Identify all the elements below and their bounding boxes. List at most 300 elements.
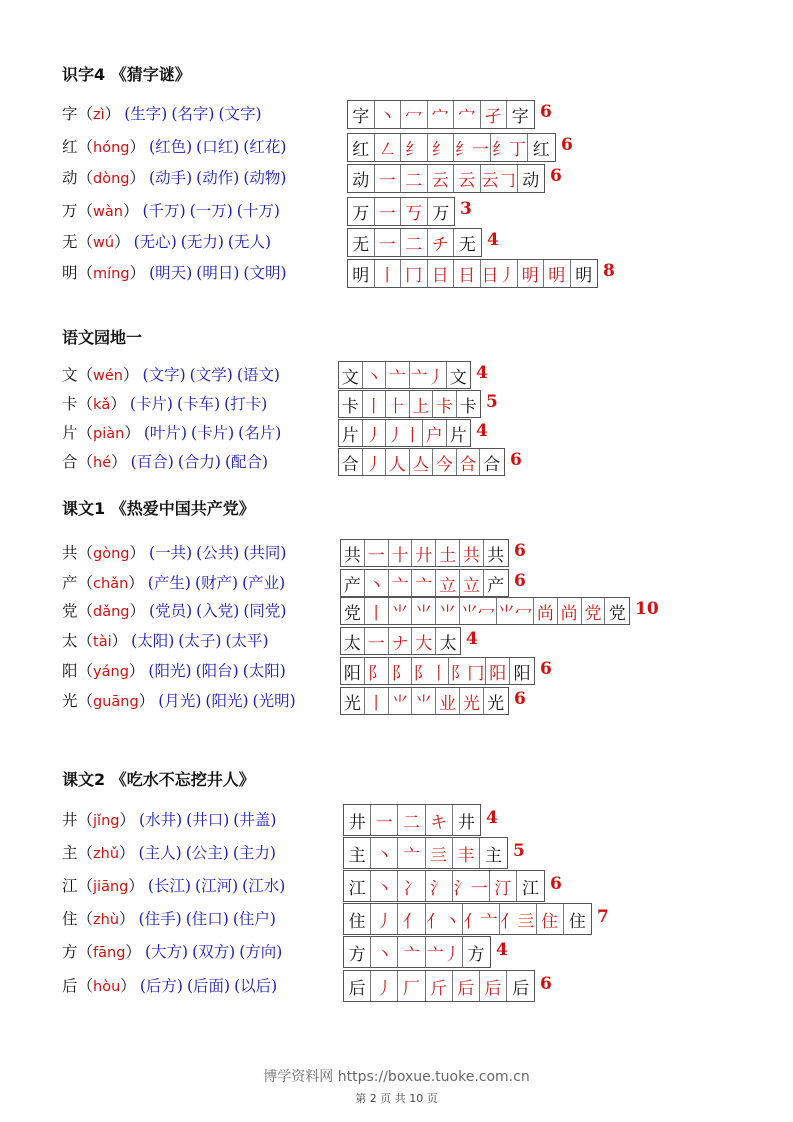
character: 红: [62, 138, 78, 156]
pinyin: jiāng: [93, 879, 129, 895]
word: (江河): [195, 877, 239, 895]
stroke-cell: 二: [401, 165, 428, 192]
word: (文明): [243, 264, 287, 282]
word: (生字): [124, 105, 168, 123]
stroke-order-grid: [340, 657, 535, 685]
paren: ）: [114, 233, 130, 251]
character: 动: [62, 169, 78, 187]
word-text: 大方: [151, 943, 183, 961]
word: (太平): [225, 632, 269, 650]
stroke-cell: 动: [522, 170, 540, 191]
stroke-cell: 一: [375, 198, 402, 225]
word: (后方): [139, 977, 183, 995]
stroke-cell: 纟: [401, 134, 428, 161]
stroke-cell: 合: [483, 454, 501, 475]
row-text: [62, 940, 282, 962]
stroke-cell: 云: [428, 165, 455, 192]
paren: （: [77, 632, 94, 650]
stroke-cell: 丶: [375, 101, 402, 128]
stroke-cell: 亠: [398, 838, 425, 868]
pinyin: guāng: [93, 694, 139, 710]
stroke-cell: 合: [457, 449, 481, 475]
row-text: [62, 199, 280, 221]
word: (叶片): [143, 424, 187, 442]
stroke-cell-character: 住: [344, 904, 371, 934]
stroke-order-grid: [343, 870, 545, 902]
stroke-cell: 立: [436, 570, 460, 596]
paren: （: [77, 169, 94, 187]
stroke-cell: 丶: [363, 362, 387, 388]
stroke-cell-character: 方: [344, 937, 371, 967]
word-text: 井盖: [239, 811, 271, 829]
word: (太阳): [131, 632, 175, 650]
character: 无: [62, 233, 78, 251]
character: 片: [62, 424, 78, 442]
stroke-cell: ⺌: [412, 688, 436, 714]
stroke-order-grid: [343, 804, 481, 836]
character-row: [62, 419, 281, 445]
word: (文学): [189, 366, 233, 384]
word-text: 太阳: [137, 632, 169, 650]
word-text: 千万: [148, 202, 180, 220]
stroke-cell: 一: [375, 165, 402, 192]
paren: ）: [129, 264, 146, 282]
stroke-cell: ⺌冖: [460, 598, 497, 624]
row-text: [62, 571, 285, 593]
stroke-cell: 亻: [398, 904, 425, 934]
paren: （: [77, 811, 94, 829]
stroke-cell-character: 后: [344, 971, 371, 1001]
stroke-cell: 后: [453, 971, 480, 1001]
paren: ）: [129, 138, 146, 156]
paren: （: [77, 943, 94, 961]
stroke-cell: ⺌: [436, 598, 460, 624]
stroke-count: 4: [486, 808, 498, 828]
word: (明天): [149, 264, 193, 282]
pinyin: tài: [93, 634, 112, 650]
paren: ）: [128, 574, 144, 592]
stroke-cell: 丿: [363, 449, 387, 475]
character-row: [62, 448, 268, 474]
word: (长江): [147, 877, 192, 895]
stroke-cell: 阝: [389, 658, 413, 684]
stroke-cell: 阳: [486, 658, 510, 684]
word-text: 井口: [192, 811, 224, 829]
pinyin: wàn: [93, 204, 123, 220]
word: (党员): [149, 602, 193, 620]
stroke-cell: 丿: [371, 904, 398, 934]
stroke-count: 7: [597, 907, 609, 927]
character-row: [62, 100, 262, 126]
word-text: 江水: [248, 877, 280, 895]
stroke-count: 4: [476, 421, 488, 441]
stroke-cell: 汀: [490, 871, 517, 901]
stroke-cell: ⺌: [412, 598, 436, 624]
pinyin: míng: [93, 266, 130, 282]
stroke-cell: 云: [454, 165, 481, 192]
paren: ）: [119, 811, 135, 829]
word-text: 主力: [238, 844, 270, 862]
stroke-cell: 亠: [398, 937, 425, 967]
stroke-cell: 纟: [428, 134, 455, 161]
stroke-count: 6: [514, 571, 526, 591]
stroke-cell: 明: [575, 265, 593, 286]
stroke-cell-character: 字: [348, 101, 375, 128]
paren: （: [77, 138, 94, 156]
stroke-cell: 二: [401, 229, 428, 256]
stroke-cell: 阳: [513, 663, 531, 684]
character: 党: [62, 602, 78, 620]
stroke-count: 6: [540, 659, 552, 679]
stroke-count: 6: [540, 974, 552, 994]
row-text: [62, 230, 271, 252]
word: (入党): [196, 602, 240, 620]
stroke-count: 4: [476, 363, 488, 383]
pinyin: yáng: [93, 664, 129, 680]
stroke-count: 6: [514, 541, 526, 561]
word-text: 文字: [148, 366, 180, 384]
word: (光明): [252, 692, 296, 710]
paren: （: [77, 877, 94, 895]
pinyin: dòng: [93, 171, 130, 187]
row-text: [62, 874, 285, 896]
stroke-cell: 无: [458, 234, 476, 255]
character-row: [62, 905, 276, 931]
character: 住: [62, 910, 78, 928]
stroke-cell: 后: [512, 978, 530, 999]
stroke-cell: 亼: [410, 449, 434, 475]
word-text: 合力: [183, 453, 215, 471]
character-row: [62, 164, 286, 190]
stroke-cell: 阝: [365, 658, 389, 684]
row-text: [62, 689, 296, 711]
stroke-count: 3: [460, 199, 472, 219]
stroke-cell: 厂: [398, 971, 425, 1001]
stroke-cell: 亠: [412, 570, 436, 596]
stroke-cell: 光: [487, 693, 505, 714]
paren: （: [77, 692, 94, 710]
stroke-count: 6: [561, 135, 573, 155]
word: (一万): [189, 202, 233, 220]
stroke-cell: 丨: [365, 598, 389, 624]
pinyin: jǐng: [93, 813, 120, 829]
stroke-cell: 一: [371, 805, 398, 835]
word: (以后): [234, 977, 278, 995]
stroke-cell: 亻亖: [500, 904, 537, 934]
paren: （: [77, 105, 94, 123]
row-text: [62, 599, 286, 621]
word-text: 光明: [258, 692, 290, 710]
stroke-cell: 后: [480, 971, 507, 1001]
footer-page-number: 第 2 页 共 10 页: [355, 1092, 438, 1105]
word: (合力): [177, 453, 221, 471]
stroke-cell: 亠: [389, 570, 413, 596]
pinyin: zhù: [93, 912, 120, 928]
word-text: 月光: [164, 692, 196, 710]
character-row: [62, 806, 276, 832]
stroke-cell: 尚: [534, 598, 558, 624]
word: (无人): [227, 233, 272, 251]
stroke-cell: 太: [439, 633, 457, 654]
stroke-cell: 户: [423, 420, 447, 446]
stroke-count: 10: [635, 599, 659, 619]
stroke-cell: 氵一: [453, 871, 490, 901]
word-text: 动物: [249, 169, 281, 187]
word: (名片): [238, 424, 282, 442]
stroke-cell: 土: [436, 540, 460, 566]
stroke-cell: 十: [389, 540, 413, 566]
word-text: 生字: [130, 105, 162, 123]
word: (井盖): [233, 811, 277, 829]
paren: （: [77, 977, 94, 995]
paren: ）: [129, 602, 146, 620]
word: (十万): [236, 202, 280, 220]
stroke-cell: 尚: [558, 598, 582, 624]
word-text: 阳台: [201, 662, 233, 680]
stroke-cell: ⺊: [386, 391, 410, 417]
stroke-cell: 产: [487, 575, 505, 596]
stroke-order-grid: [340, 687, 509, 715]
paren: （: [77, 574, 94, 592]
stroke-cell: 光: [460, 688, 484, 714]
word-text: 阳光: [154, 662, 186, 680]
stroke-cell: 冫: [398, 871, 425, 901]
character: 太: [62, 632, 78, 650]
stroke-cell: ⺌冖: [497, 598, 534, 624]
paren: ）: [138, 692, 155, 710]
stroke-cell: 明: [518, 260, 545, 287]
section-title: 识字4 《猜字谜》: [62, 65, 191, 84]
paren: ）: [123, 366, 139, 384]
paren: （: [77, 453, 94, 471]
stroke-cell: 文: [449, 367, 467, 388]
stroke-cell: 立: [460, 570, 484, 596]
stroke-cell: 丶: [371, 838, 398, 868]
stroke-cell: 纟丁: [491, 134, 528, 161]
word: (共同): [243, 544, 287, 562]
word: (文字): [142, 366, 186, 384]
word-text: 水井: [145, 811, 177, 829]
word: (红色): [149, 138, 193, 156]
word-text: 明日: [202, 264, 234, 282]
word: (打卡): [224, 395, 268, 413]
stroke-cell-character: 明: [348, 260, 375, 287]
stroke-order-grid: [343, 970, 535, 1002]
paren: ）: [129, 169, 146, 187]
word: (阳光): [148, 662, 192, 680]
word-text: 太阳: [248, 662, 280, 680]
row-text: [62, 135, 286, 157]
word: (产生): [147, 574, 191, 592]
word: (公主): [185, 844, 229, 862]
character: 合: [62, 453, 78, 471]
paren: ）: [119, 910, 135, 928]
stroke-cell: 住: [537, 904, 564, 934]
character-row: [62, 228, 271, 254]
character-row: [62, 597, 286, 623]
word-text: 卡片: [197, 424, 229, 442]
stroke-cell: 冖: [401, 101, 428, 128]
character: 共: [62, 544, 78, 562]
stroke-cell: ⺌: [389, 598, 413, 624]
word-text: 无心: [139, 233, 171, 251]
word-text: 财产: [201, 574, 233, 592]
stroke-order-grid: [338, 448, 505, 476]
section-title: 课文1 《热爱中国共产党》: [62, 499, 255, 518]
stroke-cell: 一: [375, 229, 402, 256]
word-text: 无力: [186, 233, 218, 251]
paren: （: [77, 910, 94, 928]
stroke-cell: 阝冂: [449, 658, 486, 684]
word: (江水): [242, 877, 286, 895]
stroke-cell: 上: [410, 391, 434, 417]
word-text: 太子: [184, 632, 216, 650]
stroke-count: 5: [486, 392, 498, 412]
word-text: 红花: [249, 138, 281, 156]
stroke-count: 6: [540, 102, 552, 122]
stroke-count: 4: [496, 940, 508, 960]
word-text: 百合: [136, 453, 168, 471]
word: (水井): [139, 811, 183, 829]
stroke-count: 4: [466, 629, 478, 649]
character-row: [62, 197, 280, 223]
word: (阳台): [195, 662, 239, 680]
character: 后: [62, 977, 78, 995]
paren: ）: [104, 105, 121, 123]
word-text: 长江: [153, 877, 185, 895]
word-text: 住口: [191, 910, 223, 928]
stroke-cell: 云𠃌: [481, 165, 518, 192]
stroke-order-grid: [343, 903, 592, 935]
character-row: [62, 839, 276, 865]
pinyin: hóng: [93, 140, 130, 156]
character-row: [62, 657, 286, 683]
row-text: [62, 659, 286, 681]
character: 明: [62, 264, 78, 282]
stroke-cell: 日: [428, 260, 455, 287]
stroke-order-grid: [347, 197, 455, 226]
word-text: 名字: [177, 105, 209, 123]
word: (住户): [232, 910, 276, 928]
word-text: 一万: [195, 202, 227, 220]
word: (千万): [142, 202, 186, 220]
stroke-cell-character: 片: [339, 420, 363, 446]
stroke-order-grid: [340, 627, 461, 655]
word-text: 共同: [249, 544, 281, 562]
pinyin: hòu: [93, 979, 121, 995]
word: (月光): [158, 692, 202, 710]
word-text: 阳光: [211, 692, 243, 710]
word-text: 产生: [153, 574, 185, 592]
character-row: [62, 972, 277, 998]
word-text: 主人: [144, 844, 176, 862]
stroke-cell: 红: [532, 139, 550, 160]
stroke-cell: チ: [428, 229, 455, 256]
character: 阳: [62, 662, 78, 680]
paren: ）: [119, 844, 135, 862]
word-text: 名片: [244, 424, 276, 442]
stroke-cell: 共: [487, 545, 505, 566]
word-text: 十万: [242, 202, 274, 220]
pinyin: chǎn: [93, 576, 129, 592]
character-row: [62, 872, 285, 898]
paren: （: [77, 264, 94, 282]
character-row: [62, 133, 286, 159]
stroke-cell-character: 党: [341, 598, 365, 624]
stroke-order-grid: [347, 100, 535, 129]
word-text: 产业: [248, 574, 280, 592]
word: (太阳): [242, 662, 286, 680]
stroke-cell: 丨: [365, 688, 389, 714]
stroke-cell: 氵: [426, 871, 453, 901]
stroke-count: 6: [550, 166, 562, 186]
word: (产业): [242, 574, 286, 592]
word: (一共): [149, 544, 193, 562]
character: 产: [62, 574, 78, 592]
stroke-order-grid: [347, 228, 482, 257]
paren: （: [77, 844, 94, 862]
stroke-cell: 亖: [426, 838, 453, 868]
word-text: 文明: [249, 264, 281, 282]
paren: ）: [128, 877, 144, 895]
word-text: 红色: [155, 138, 187, 156]
row-text: [62, 421, 281, 443]
stroke-cell: ㇜: [375, 134, 402, 161]
stroke-cell: 廾: [412, 540, 436, 566]
paren: （: [77, 544, 94, 562]
stroke-cell-character: 江: [344, 871, 371, 901]
word-text: 太平: [231, 632, 263, 650]
stroke-cell: 阝丨: [412, 658, 449, 684]
row-text: [62, 808, 276, 830]
paren: （: [77, 202, 94, 220]
row-text: [62, 450, 268, 472]
stroke-cell: 人: [386, 449, 410, 475]
stroke-cell: 丂: [401, 198, 428, 225]
stroke-cell-character: 产: [341, 570, 365, 596]
word-text: 明天: [155, 264, 187, 282]
stroke-cell: 丶: [371, 871, 398, 901]
word-text: 卡片: [135, 395, 167, 413]
stroke-cell: 丨: [363, 391, 387, 417]
stroke-count: 6: [550, 874, 562, 894]
word-text: 后方: [145, 977, 177, 995]
row-text: [62, 363, 280, 385]
character: 卡: [62, 395, 78, 413]
stroke-cell: 丶: [371, 937, 398, 967]
stroke-cell: 方: [467, 944, 485, 965]
character: 江: [62, 877, 78, 895]
stroke-order-grid: [338, 390, 481, 418]
row-text: [62, 541, 286, 563]
row-text: [62, 841, 276, 863]
stroke-order-grid: [338, 419, 471, 447]
word: (阳光): [205, 692, 249, 710]
stroke-count: 4: [487, 230, 499, 250]
stroke-order-grid: [340, 539, 509, 567]
pinyin: zhǔ: [93, 846, 120, 862]
word-text: 无人: [233, 233, 265, 251]
stroke-count: 6: [514, 689, 526, 709]
paren: ）: [125, 943, 141, 961]
character-row: [62, 361, 280, 387]
word: (井口): [186, 811, 230, 829]
character-row: [62, 390, 267, 416]
character-row: [62, 569, 285, 595]
pinyin: dǎng: [93, 604, 130, 620]
word-text: 口红: [202, 138, 234, 156]
word-text: 住户: [238, 910, 270, 928]
